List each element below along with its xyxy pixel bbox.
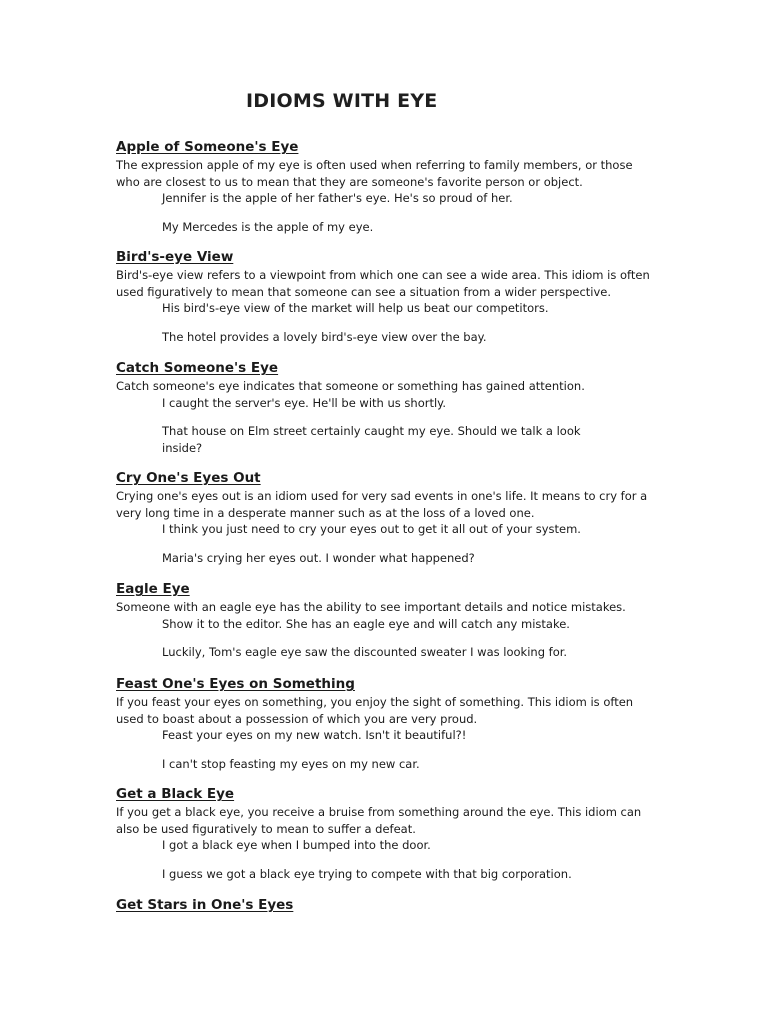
idiom-heading: Eagle Eye [116, 581, 190, 597]
idiom-section-eagle-eye [116, 580, 656, 661]
idiom-section-cry-ones-eyes-out [116, 469, 656, 566]
idiom-examples [116, 300, 656, 345]
idiom-example: I guess we got a black eye trying to compete with that big corporation. [162, 866, 572, 881]
idiom-examples [116, 727, 656, 772]
idiom-heading: Cry One's Eyes Out [116, 470, 261, 486]
idiom-definition: The expression apple of my eye is often used when referring to family members, or those who are closest to us to mean that they are someone's favorite person or object. [116, 158, 633, 189]
idiom-definition: Bird's-eye view refers to a viewpoint from which one can see a wide area. This idiom is often used figuratively to mean that someone can see a situation from a wider perspective. [116, 268, 650, 299]
idiom-definition: Someone with an eagle eye has the ability to see important details and notice mistakes. [116, 600, 626, 614]
idiom-example: I think you just need to cry your eyes out to get it all out of your system. [162, 522, 581, 536]
idiom-example: Show it to the editor. She has an eagle eye and will catch any mistake. [162, 616, 570, 631]
idiom-example: His bird's-eye view of the market will help us beat our competitors. [162, 301, 549, 315]
idiom-examples [116, 190, 656, 235]
idiom-section-catch-someones-eye [116, 359, 656, 456]
idiom-example: I got a black eye when I bumped into the door. [162, 838, 431, 852]
idiom-examples [116, 395, 656, 457]
idiom-example: Luckily, Tom's eagle eye saw the discounted sweater I was looking for. [162, 645, 568, 659]
idiom-section-apple-of-someones-eye [116, 138, 656, 235]
idiom-example: Feast your eyes on my new watch. Isn't it beautiful?! [162, 728, 467, 742]
idiom-definition: If you feast your eyes on something, you enjoy the sight of something. This idiom is often used to boast about a possession of which you are very proud. [116, 695, 634, 726]
idiom-section-get-a-black-eye [116, 785, 656, 882]
idiom-example: The hotel provides a lovely bird's-eye view over the bay. [162, 329, 487, 344]
idiom-section-feast-ones-eyes-on-something [116, 675, 656, 772]
idiom-examples [116, 616, 656, 661]
idiom-heading: Get Stars in One's Eyes [116, 897, 294, 913]
idiom-heading: Apple of Someone's Eye [116, 139, 299, 155]
idiom-example: I caught the server's eye. He'll be with us shortly. [162, 395, 446, 410]
idiom-example: I can't stop feasting my eyes on my new car. [162, 756, 420, 771]
idiom-definition: Catch someone's eye indicates that someone or something has gained attention. [116, 379, 585, 393]
idiom-section-get-stars-in-ones-eyes [116, 896, 656, 915]
idiom-definition: Crying one's eyes out is an idiom used for very sad events in one's life. It means to cry for a very long time in a desperate manner such as at the loss of a loved one. [116, 489, 648, 520]
idiom-example: That house on Elm street certainly caught my eye. Should we talk a look inside? [162, 424, 581, 455]
idiom-heading: Get a Black Eye [116, 786, 235, 802]
idiom-heading: Feast One's Eyes on Something [116, 676, 355, 692]
idiom-examples [116, 837, 656, 882]
idiom-example: Maria's crying her eyes out. I wonder what happened? [162, 550, 475, 565]
idiom-section-birds-eye-view [116, 248, 656, 345]
page-title: IDIOMS WITH EYE [246, 90, 438, 112]
idiom-examples [116, 521, 656, 566]
idiom-example: Jennifer is the apple of her father's eye. He's so proud of her. [162, 191, 513, 205]
idiom-heading: Catch Someone's Eye [116, 360, 279, 376]
idiom-example: My Mercedes is the apple of my eye. [162, 219, 374, 234]
idiom-definition: If you get a black eye, you receive a bruise from something around the eye. This idiom can also be used figuratively to mean to suffer a defeat. [116, 805, 642, 836]
idiom-heading: Bird's-eye View [116, 249, 234, 265]
